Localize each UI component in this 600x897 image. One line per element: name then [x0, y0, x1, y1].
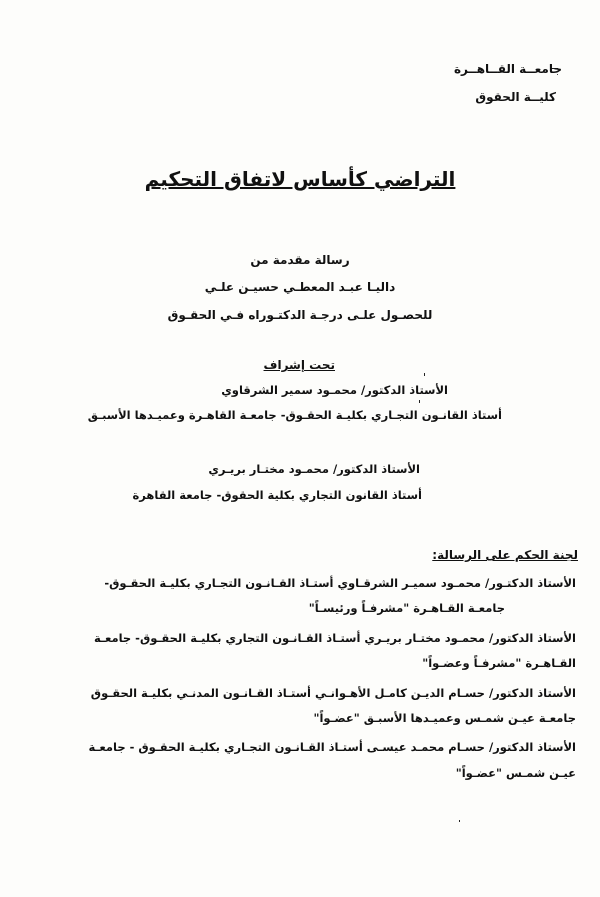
committee-line: جامعـة عيـن شمـس وعميـدها الأسبـق "عضـواً": [313, 711, 576, 725]
committee-line: جامعـة القـاهـرة "مشرفـاً ورئيسـاً": [308, 601, 505, 615]
supervisor-name: الأستاذ الدكتور/ محمـود مختـار بريـري: [208, 462, 420, 476]
faculty-name: كليــة الحقوق: [475, 90, 556, 104]
supervisor-title: أستاذ القانون التجاري بكلية الحقوق- جامعة القاهرة: [132, 488, 422, 502]
scan-mark: [459, 820, 460, 822]
committee-line: الأستاذ الدكتور/ حسـام محمـد عيسـى أستـاذ القـانـون التجـاري بكليـة الحقـوق - جامعـة: [88, 740, 576, 754]
committee-line: القـاهـرة "مشرفـاً وعضـواً": [422, 656, 576, 670]
scan-mark: [419, 400, 420, 403]
supervisor-name: الأستاذ الدكتور/ محمـود سمير الشرقاوي: [221, 383, 448, 397]
university-name: جامعــة القــاهــرة: [453, 62, 562, 76]
committee-line: الأستاذ الدكتـور/ محمـود سميـر الشرقـاوي أستـاذ القـانـون التجـاري بكليـة الحقـوق-: [104, 576, 576, 590]
author-name: داليـا عبـد المعطـي حسيـن علـي: [204, 280, 396, 294]
committee-heading: لجنة الحكم على الرسالة:: [432, 548, 578, 562]
presented-by-label: رسالة مقدمة من: [250, 253, 350, 267]
supervisor-title: أستاذ القانـون التجـاري بكليـة الحقـوق- جامعـة القاهـرة وعميـدها الأسبـق: [87, 408, 502, 422]
thesis-title: التراضي كأساس لاتفاق التحكيم: [144, 167, 456, 191]
degree-line: للحصـول علـى درجـة الدكتـوراه فـي الحقـوق: [167, 308, 433, 322]
committee-line: الأستاذ الدكتور/ محمـود مختـار بريـري أستـاذ القـانـون التجاري بكليـة الحقـوق- جامعـة: [94, 631, 576, 645]
scan-mark: [424, 373, 425, 376]
committee-line: عيـن شمـس "عضـواً": [455, 766, 576, 780]
supervision-heading: تحت إشراف: [263, 358, 335, 372]
committee-line: الأستاذ الدكتور/ حسـام الديـن كامـل الأهـوانـي أستـاذ القـانـون المدنـي بكليـة الحقـوق: [90, 686, 576, 700]
